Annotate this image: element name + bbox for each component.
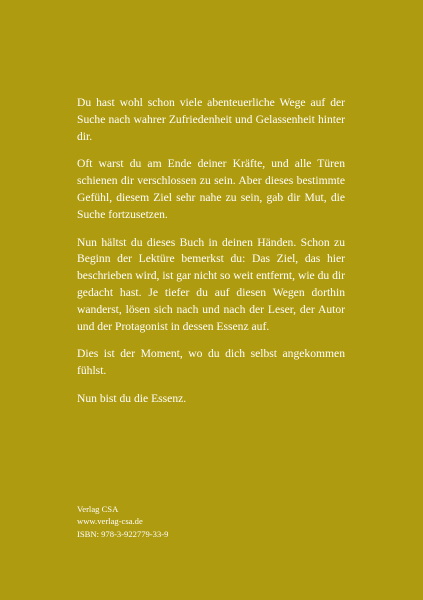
blurb-paragraph-3: Nun hältst du dieses Buch in deinen Händen. Schon zu Beginn der Lektüre bemerkst du: Das Ziel, das hier beschrieben wird, ist gar nicht so weit entfernt, wie du dir gedacht hast. Je tiefer du auf diesen Wegen dorthin wanderst, lösen sich nach und nach der Leser, der Autor und der Protagonist in dessen Essenz auf. (77, 235, 345, 333)
blurb-paragraph-1: Du hast wohl schon viele abenteuerliche Wege auf der Suche nach wahrer Zufriedenheit und Gelassenheit hinter dir. (77, 96, 345, 143)
blurb-paragraph-2: Oft warst du am Ende deiner Kräfte, und alle Türen schienen dir verschlossen zu sein. Aber dieses bestimmte Gefühl, diesem Ziel sehr nahe zu sein, gab dir Mut, die Suche fortzusetzen. (77, 157, 345, 221)
publisher-imprint (77, 503, 277, 540)
publisher-name: Verlag CSA (77, 504, 119, 514)
blurb-paragraph-4: Dies ist der Moment, wo du dich selbst angekommen fühlst. (77, 347, 345, 378)
isbn-number: ISBN: 978-3-922779-33-9 (77, 528, 169, 539)
publisher-website: www.verlag-csa.de (77, 516, 143, 527)
blurb-text (77, 95, 345, 419)
blurb-paragraph-5: Nun bist du die Essenz. (77, 391, 187, 405)
